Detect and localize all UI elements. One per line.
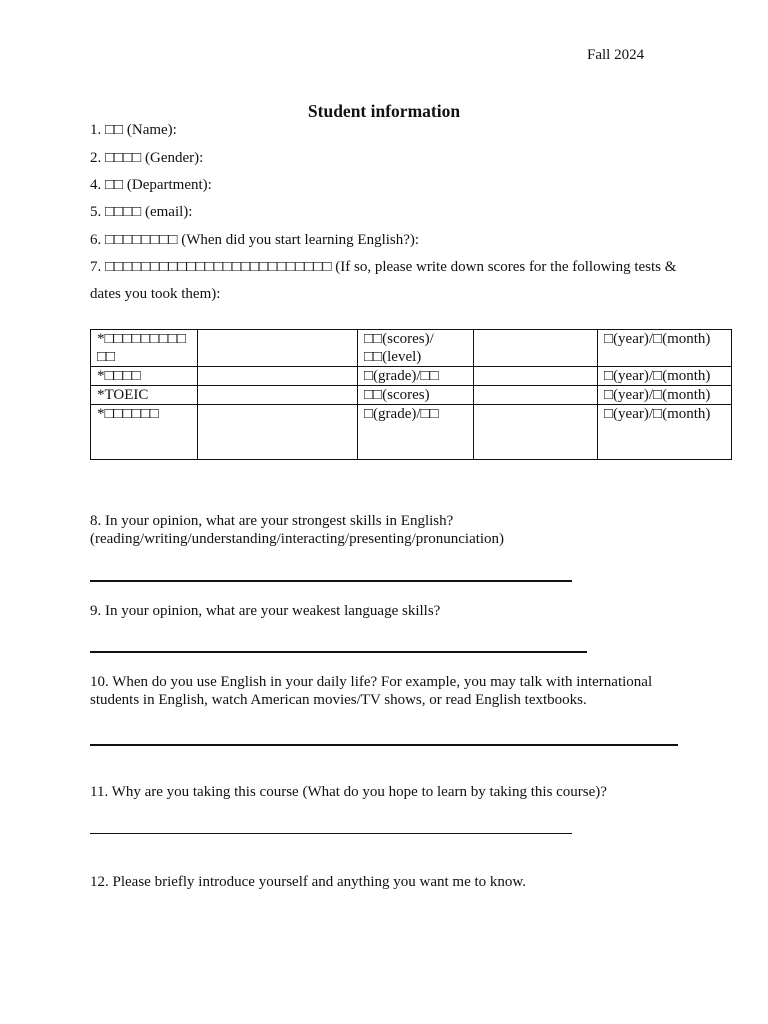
score-label-cell: □(grade)/□□ [358, 405, 474, 460]
answer-line-11[interactable] [90, 833, 572, 834]
score-entry-cell[interactable] [198, 367, 358, 386]
answer-line-10[interactable] [90, 744, 678, 746]
question-start-english: 6. □□□□□□□□ (When did you start learning English?): [90, 232, 420, 248]
date-entry-cell[interactable] [474, 330, 598, 367]
question-department: 4. □□ (Department): [90, 177, 212, 193]
question-email: 5. □□□□ (email): [90, 204, 193, 220]
score-entry-cell[interactable] [198, 330, 358, 367]
date-label-cell: □(year)/□(month) [598, 405, 732, 460]
question-weakest-skills: 9. In your opinion, what are your weakest language skills? [90, 603, 441, 619]
score-label-cell: □□(scores)/ □□(level) [358, 330, 474, 367]
question-name: 1. □□ (Name): [90, 122, 177, 138]
date-entry-cell[interactable] [474, 405, 598, 460]
test-name-cell: *□□□□□□□□□ □□ [91, 330, 198, 367]
question-test-scores-continued: dates you took them): [90, 286, 221, 302]
table-row [91, 386, 732, 405]
test-scores-table [90, 329, 732, 460]
answer-line-9[interactable] [90, 651, 587, 653]
date-entry-cell[interactable] [474, 367, 598, 386]
question-introduce-yourself: 12. Please briefly introduce yourself and anything you want me to know. [90, 874, 527, 890]
score-entry-cell[interactable] [198, 386, 358, 405]
date-entry-cell[interactable] [474, 386, 598, 405]
question-gender: 2. □□□□ (Gender): [90, 150, 204, 166]
score-label-cell: □□(scores) [358, 386, 474, 405]
answer-line-8[interactable] [90, 580, 572, 582]
question-strongest-skills: 8. In your opinion, what are your strongest skills in English? (reading/writing/understanding/interacting/presenting/pronunciation) [90, 513, 505, 547]
question-course-reason: 11. Why are you taking this course (What do you hope to learn by taking this course)? [90, 784, 607, 800]
date-label-cell: □(year)/□(month) [598, 386, 732, 405]
table-row [91, 405, 732, 460]
page-title: Student information [307, 101, 461, 121]
table-row [91, 367, 732, 386]
date-label-cell: □(year)/□(month) [598, 330, 732, 367]
date-label-cell: □(year)/□(month) [598, 367, 732, 386]
score-entry-cell[interactable] [198, 405, 358, 460]
table-row [91, 330, 732, 367]
test-name-cell: *□□□□□□ [91, 405, 198, 460]
semester-label: Fall 2024 [587, 47, 645, 63]
test-name-cell: *□□□□ [91, 367, 198, 386]
question-test-scores: 7. □□□□□□□□□□□□□□□□□□□□□□□□□ (If so, please write down scores for the following tests & [90, 259, 677, 275]
score-label-cell: □(grade)/□□ [358, 367, 474, 386]
question-daily-english: 10. When do you use English in your daily life? For example, you may talk with international students in English, watch American movies/TV shows, or read English textbooks. [90, 674, 653, 708]
test-name-cell: *TOEIC [91, 386, 198, 405]
